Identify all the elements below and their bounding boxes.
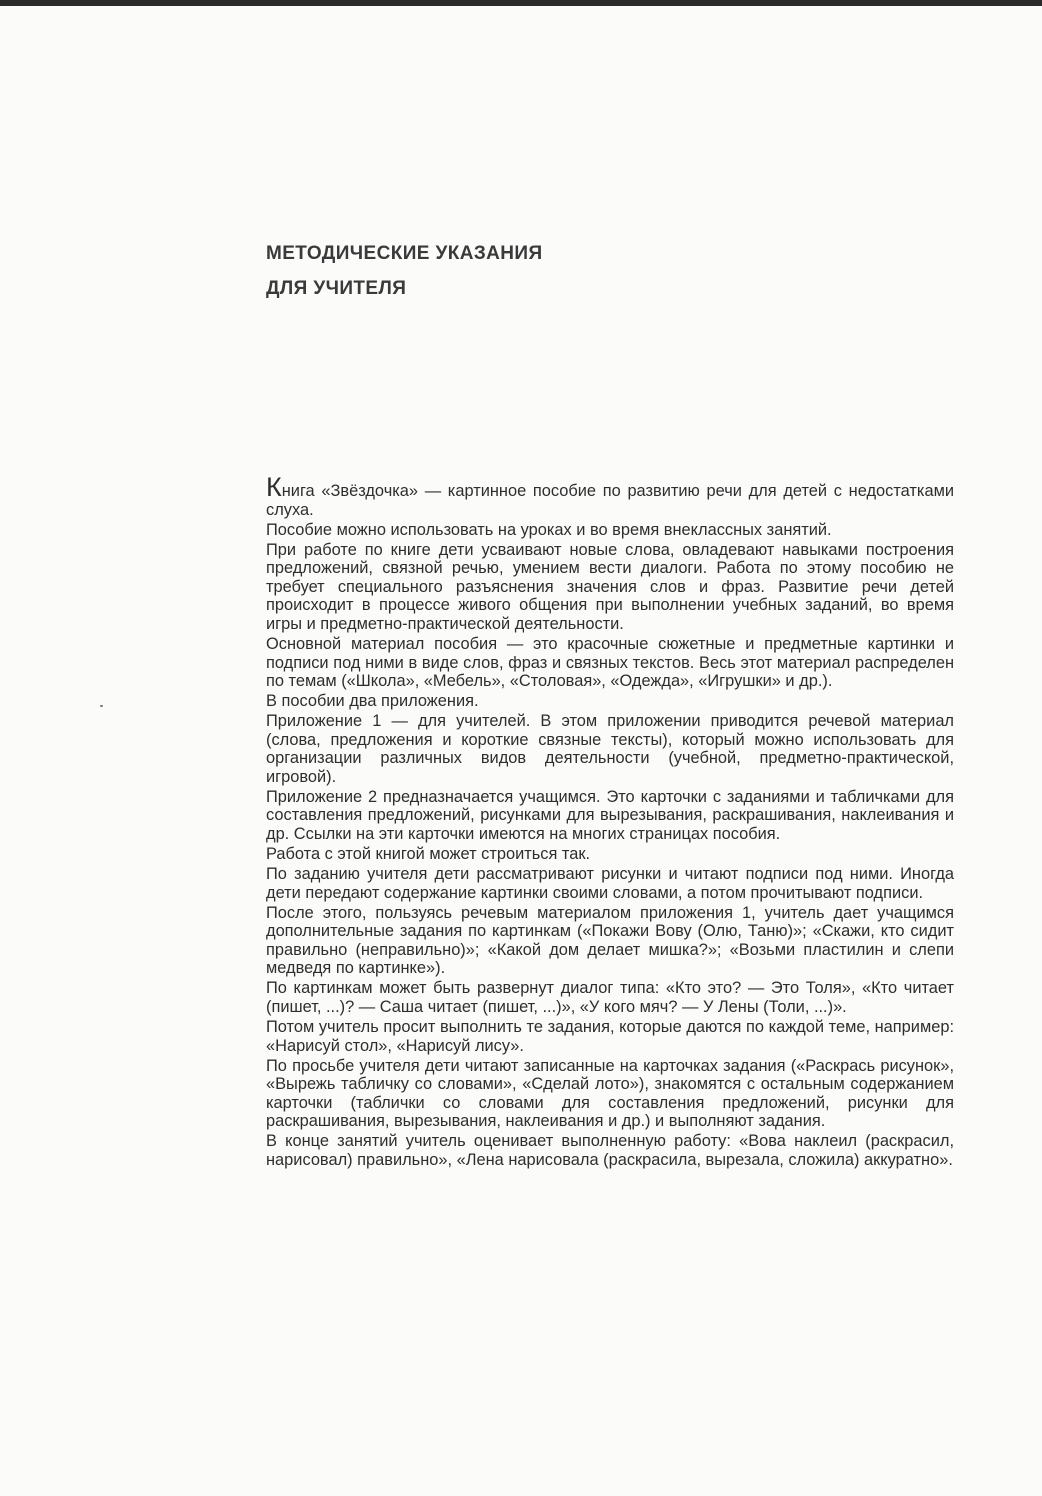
scan-speck: [100, 705, 103, 707]
scan-top-edge: [0, 0, 1042, 6]
paragraph-8: Работа с этой книгой может строиться так.: [266, 845, 591, 864]
paragraph-7: Приложение 2 предназначается учащимся. Это карточки с заданиями и табличками для составления предложений, рисунками для вырезывания, раскрашивания, наклеивания и др. Ссылки на эти карточки имеются на многих страницах пособия.: [266, 787, 954, 844]
paragraph-1-text: нига «Звёздочка» — картинное пособие по развитию речи для детей с недостатками слуха.: [266, 482, 954, 519]
page-title: [266, 236, 686, 306]
body-text: [266, 472, 954, 1171]
page-title-line-1: МЕТОДИЧЕСКИЕ УКАЗАНИЯ: [266, 243, 543, 264]
page-title-line-2: ДЛЯ УЧИТЕЛЯ: [266, 278, 407, 299]
paragraph-12: Потом учитель просит выполнить те задания, которые даются по каждой теме, например: «Нарисуй стол», «Нарисуй лису».: [266, 1017, 954, 1055]
paragraph-2: Пособие можно использовать на уроках и во время внеклассных занятий.: [266, 520, 832, 539]
drop-cap-letter: К: [266, 472, 282, 502]
paragraph-3: При работе по книге дети усваивают новые слова, овладевают навыками построения предложений, связной речью, умением вести диалоги. Работа по этому пособию не требует специального разъяснения значения слов и фраз. Развитие речи детей происходит в процессе живого общения при выполнении учебных заданий, во время игры и предметно-практической деятельности.: [266, 540, 954, 633]
paragraph-6: Приложение 1 — для учителей. В этом приложении приводится речевой материал (слова, предложения и короткие связные тексты), который можно использовать для организации различных видов деятельности (учебной, предметно-практической, игровой).: [266, 712, 954, 786]
paragraph-13: По просьбе учителя дети читают записанные на карточках задания («Раскрась рисунок», «Вырежь табличку со словами», «Сделай лото»), знакомятся с остальным содержанием карточки (таблички со словами для составления предложений, рисунки для раскрашивания, вырезывания, наклеивания и др.) и выполняют задания.: [266, 1056, 954, 1131]
paragraph-14: В конце занятий учитель оценивает выполненную работу: «Вова наклеил (раскрасил, нарисовал) правильно», «Лена нарисовала (раскрасила, вырезала, сложила) аккуратно».: [266, 1132, 954, 1169]
paragraph-5: В пособии два приложения.: [266, 692, 479, 711]
paragraph-11: По картинкам может быть развернут диалог типа: «Кто это? — Это Толя», «Кто читает (пишет, ...)? — Саша читает (пишет, ...)», «У кого мяч? — У Лены (Толи, ...)».: [266, 979, 954, 1016]
paragraph-10: После этого, пользуясь речевым материалом приложения 1, учитель дает учащимся дополнительные задания по картинкам («Покажи Вову (Олю, Таню)»; «Скажи, кто сидит правильно (неправильно)»; «Какой дом делает мишка?»; «Возьми пластилин и слепи медведя по картинке»).: [266, 903, 954, 978]
paragraph-1: [266, 472, 954, 519]
paragraph-9: По заданию учителя дети рассматривают рисунки и читают подписи под ними. Иногда дети передают содержание картинки своими словами, а потом прочитывают подписи.: [266, 865, 954, 902]
paragraph-4: Основной материал пособия — это красочные сюжетные и предметные картинки и подписи под ними в виде слов, фраз и связных текстов. Весь этот материал распределен по темам («Школа», «Мебель», «Столовая», «Одежда», «Игрушки» и др.).: [266, 634, 954, 691]
